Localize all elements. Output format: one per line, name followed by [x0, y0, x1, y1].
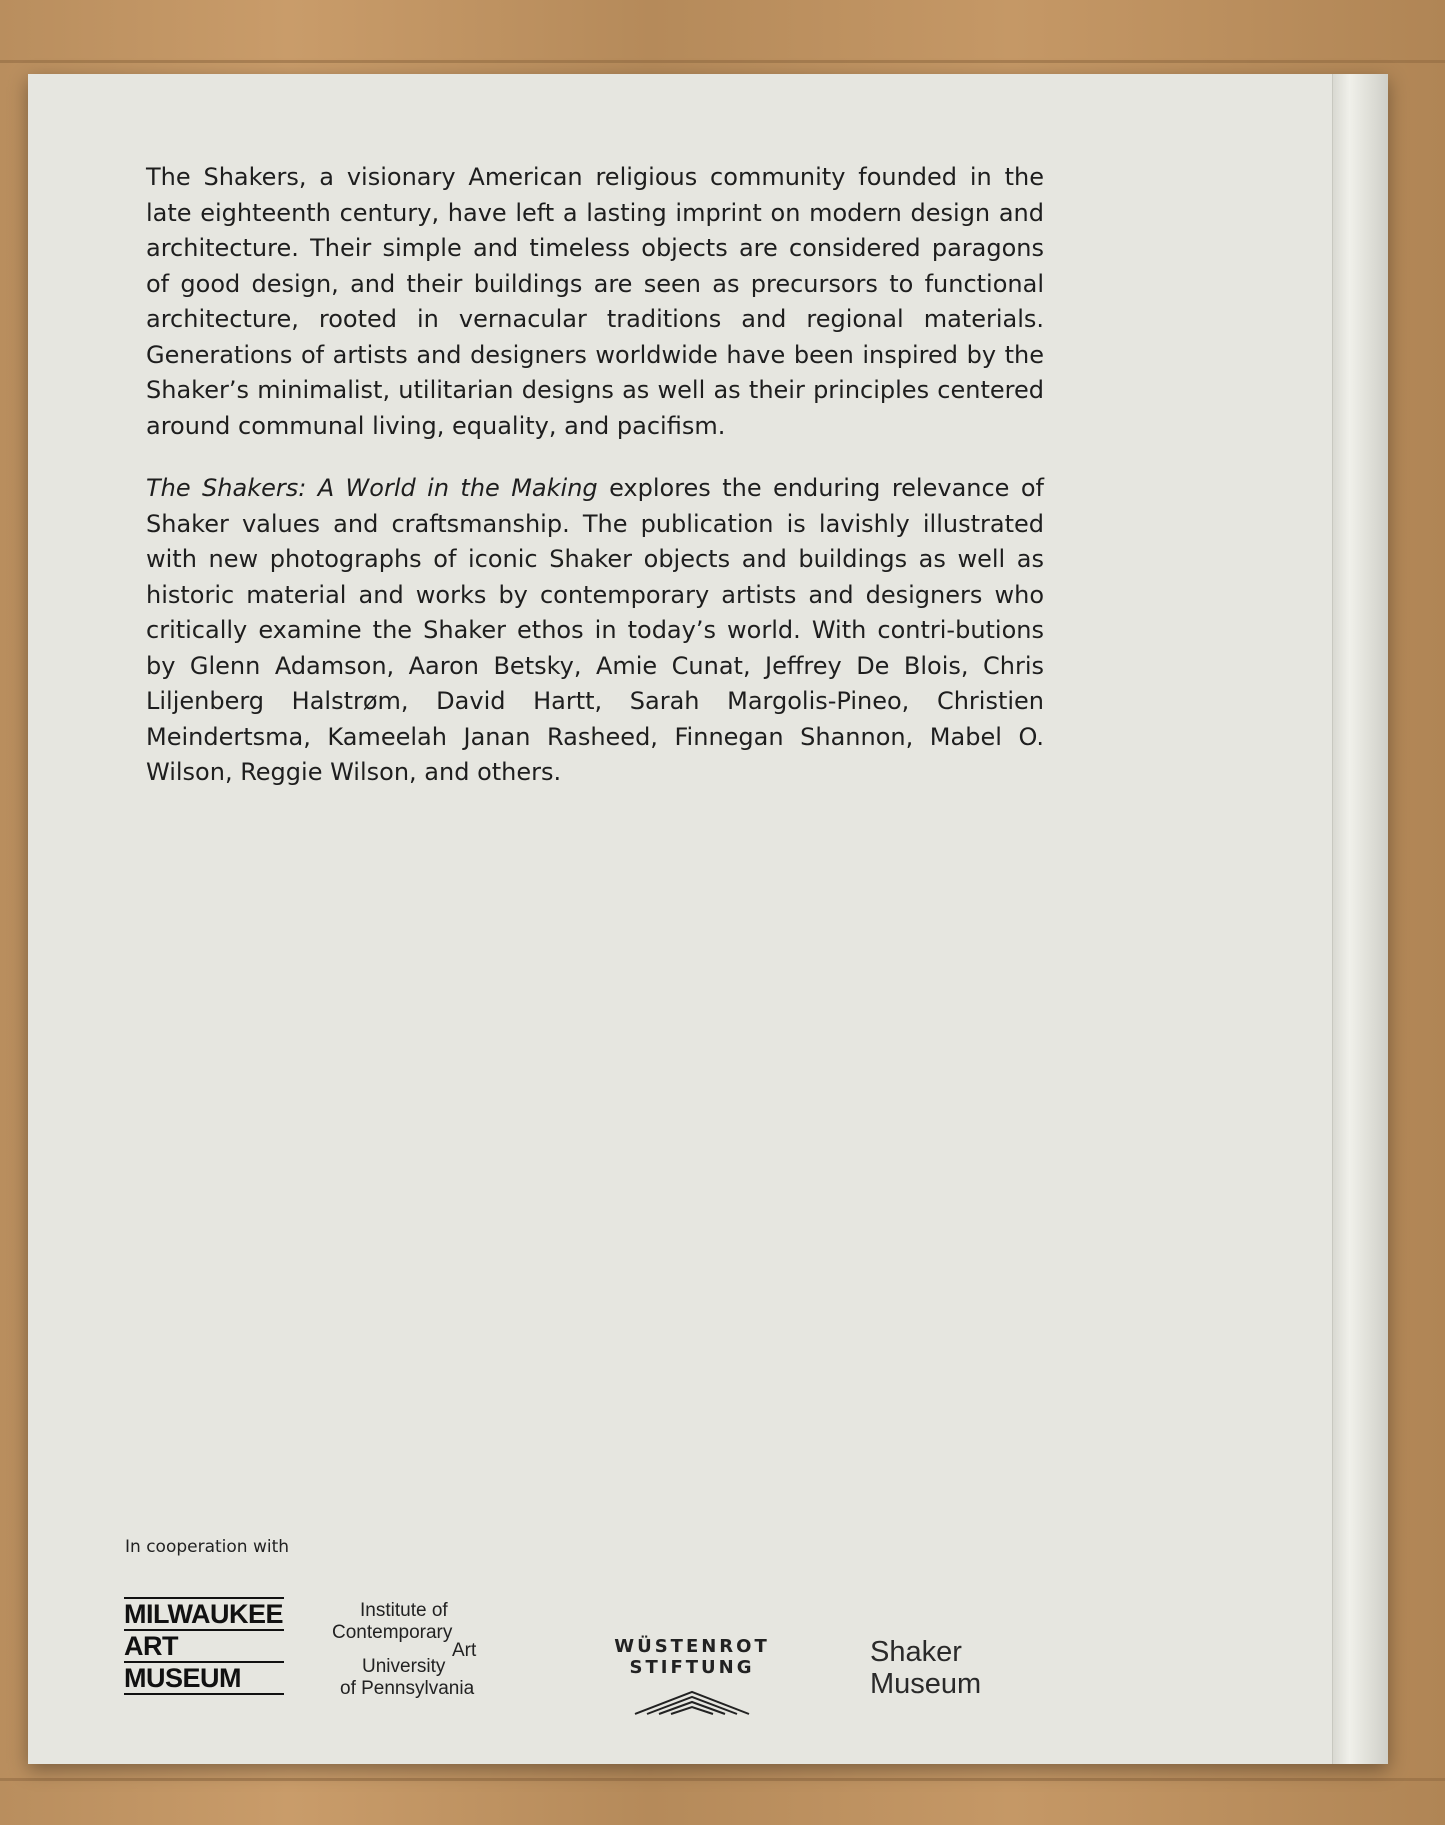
- mam-logo-line: MUSEUM: [124, 1661, 284, 1695]
- shaker-museum-logo: [870, 1636, 981, 1700]
- wustenrot-stiftung-logo: [562, 1636, 822, 1716]
- cooperation-label: In cooperation with: [125, 1537, 290, 1557]
- wustenrot-roof-icon: [633, 1688, 751, 1716]
- milwaukee-art-museum-logo: [124, 1597, 284, 1695]
- shaker-logo-line: Museum: [870, 1668, 982, 1700]
- book-title-italic: The Shakers: A World in the Making: [146, 474, 598, 502]
- mam-logo-line: MILWAUKEE: [124, 1599, 284, 1629]
- mam-logo-line: ART: [124, 1629, 284, 1661]
- cover-description: [146, 160, 1044, 818]
- wustenrot-logo-text: WÜSTENROT STIFTUNG: [614, 1636, 770, 1678]
- book-back-cover: [28, 74, 1388, 1764]
- ica-logo-line: Contemporary: [332, 1622, 453, 1643]
- description-paragraph-2-body: explores the enduring relevance of Shaker values and craftsmanship. The publication is lavishly illustrated with new photographs of iconic Shaker objects and buildings as well as historic material and works by contemporary artists and designers who critically examine the Shaker ethos in today’s world. With contri-butions by Glenn Adamson, Aaron Betsky, Amie Cunat, Jeffrey De Blois, Chris Liljenberg Halstrøm, David Hartt, Sarah Margolis-Pineo, Christien Meindertsma, Kameelah Janan Rasheed, Finnegan Shannon, Mabel O. Wilson, Reggie Wilson, and others.: [146, 474, 1044, 786]
- ica-logo-line: Institute of: [360, 1600, 448, 1621]
- book-spine: [1332, 74, 1388, 1764]
- ica-logo-line: of Pennsylvania: [340, 1678, 475, 1699]
- ica-logo-line: Art: [452, 1640, 477, 1661]
- shaker-logo-line: Shaker: [870, 1636, 962, 1668]
- description-paragraph-2: [146, 471, 1044, 791]
- floor-plank-seam: [0, 60, 1445, 63]
- ica-logo-line: University: [362, 1656, 446, 1677]
- floor-plank-seam: [0, 1778, 1445, 1781]
- description-paragraph-1: The Shakers, a visionary American religious community founded in the late eighteenth century, have left a lasting imprint on modern design and architecture. Their simple and timeless objects are considered paragons of good design, and their buildings are seen as precursors to functional architecture, rooted in vernacular traditions and regional materials. Generations of artists and designers worldwide have been inspired by the Shaker’s minimalist, utilitarian designs as well as their principles centered around communal living, equality, and pacifism.: [146, 163, 1044, 440]
